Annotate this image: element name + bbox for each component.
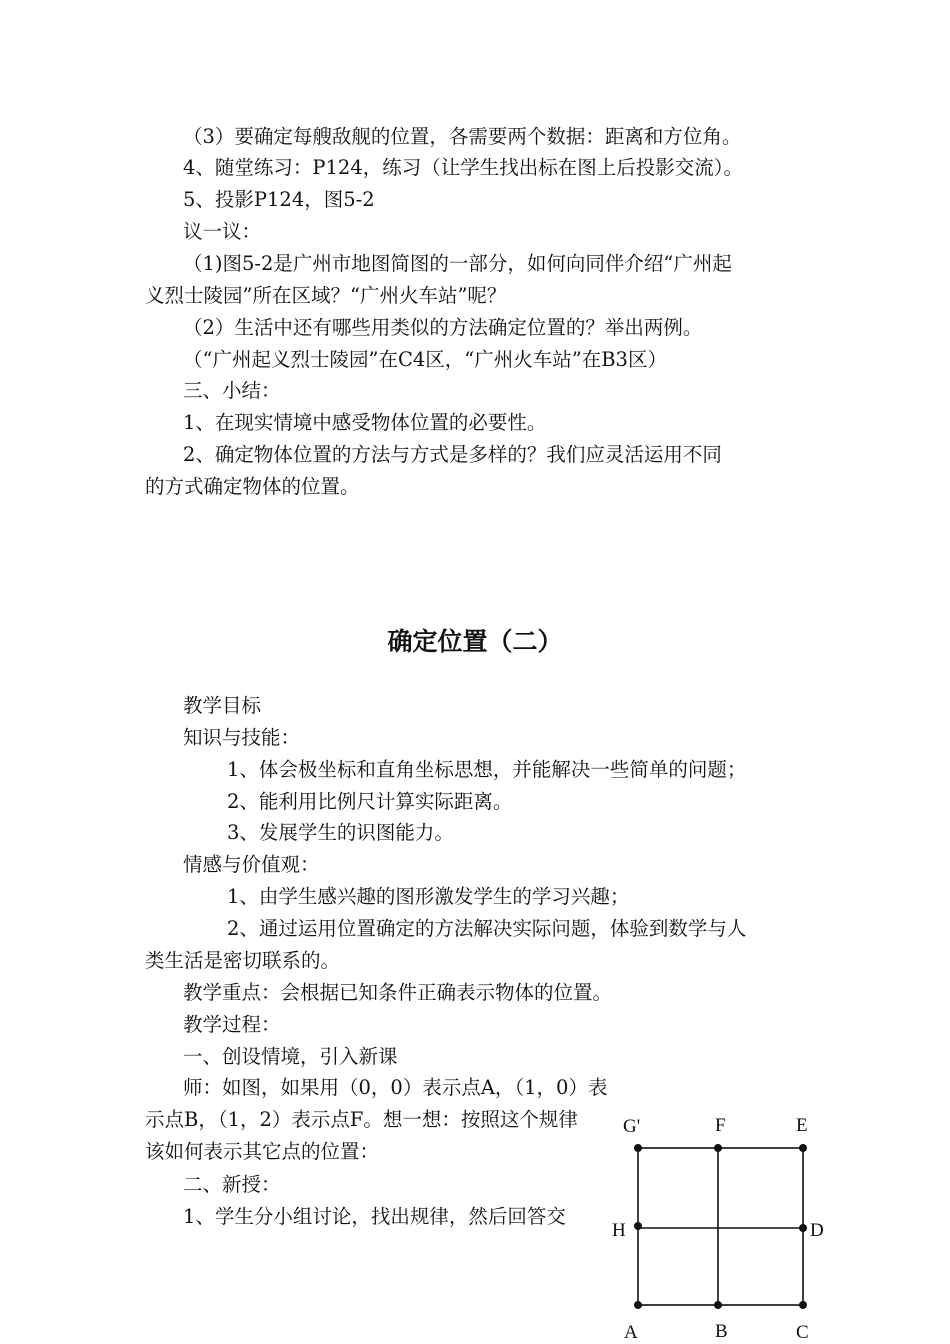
text-line: 教学目标 <box>183 694 262 717</box>
point-d <box>799 1224 807 1232</box>
text-line: 1、在现实情境中感受物体位置的必要性。 <box>183 411 547 434</box>
grid-lines <box>638 1148 803 1305</box>
text-line: 类生活是密切联系的。 <box>145 949 341 972</box>
point-a <box>634 1301 642 1309</box>
text-line: 1、学生分小组讨论，找出规律，然后回答交 <box>183 1205 566 1228</box>
label-d: D <box>810 1220 824 1241</box>
label-e: E <box>796 1115 808 1136</box>
point-c <box>799 1301 807 1309</box>
text-line: 5、投影P124，图5-2 <box>183 188 375 211</box>
text-line: 教学重点：会根据已知条件正确表示物体的位置。 <box>183 981 613 1004</box>
label-g: G' <box>623 1116 641 1137</box>
text-line: 2、能利用比例尺计算实际距离。 <box>227 790 513 813</box>
text-line: 三、小结： <box>183 379 281 402</box>
text-line: 示点B，（1，2）表示点F。想一想：按照这个规律 <box>145 1108 578 1131</box>
text-line: 情感与价值观： <box>183 853 320 876</box>
text-line: （“广州起义烈士陵园”在C4区，“广州火车站”在B3区） <box>183 348 667 371</box>
point-e <box>799 1144 807 1152</box>
text-line: 1、体会极坐标和直角坐标思想，并能解决一些简单的问题； <box>227 758 747 781</box>
label-c: C <box>796 1322 809 1343</box>
text-line: 议一议： <box>183 220 262 243</box>
point-h <box>634 1222 642 1230</box>
text-line: （3）要确定每艘敌舰的位置，各需要两个数据：距离和方位角。 <box>183 125 742 148</box>
label-b: B <box>715 1321 728 1342</box>
text-line: 知识与技能： <box>183 726 301 749</box>
text-line: 的方式确定物体的位置。 <box>145 475 360 498</box>
point-b <box>714 1301 722 1309</box>
text-line: 2、通过运用位置确定的方法解决实际问题，体验到数学与人 <box>227 917 747 940</box>
point-g <box>634 1144 642 1152</box>
text-line: （2）生活中还有哪些用类似的方法确定位置的？举出两例。 <box>183 316 703 339</box>
label-f: F <box>715 1115 726 1136</box>
grid-diagram <box>605 1108 845 1344</box>
text-line: 二、新授： <box>183 1173 281 1196</box>
section-title: 确定位置（二） <box>387 627 563 656</box>
text-line: 一、创设情境，引入新课 <box>183 1045 398 1068</box>
label-h: H <box>612 1220 626 1241</box>
text-line: 4、随堂练习：P124，练习（让学生找出标在图上后投影交流）。 <box>183 156 743 179</box>
label-a: A <box>624 1322 638 1343</box>
text-line: 师：如图，如果用（0，0）表示点A，（1，0）表 <box>183 1076 608 1099</box>
text-line: （1)图5-2是广州市地图简图的一部分，如何向同伴介绍“广州起 <box>183 252 732 275</box>
text-line: 该如何表示其它点的位置： <box>145 1140 380 1163</box>
point-f <box>714 1144 722 1152</box>
text-line: 教学过程： <box>183 1013 281 1036</box>
text-line: 义烈士陵园”所在区域？“广州火车站”呢？ <box>145 284 507 307</box>
text-line: 3、发展学生的识图能力。 <box>227 821 454 844</box>
text-line: 2、确定物体位置的方法与方式是多样的？我们应灵活运用不同 <box>183 443 722 466</box>
grid-points <box>634 1144 807 1309</box>
text-line: 1、由学生感兴趣的图形激发学生的学习兴趣； <box>227 885 630 908</box>
